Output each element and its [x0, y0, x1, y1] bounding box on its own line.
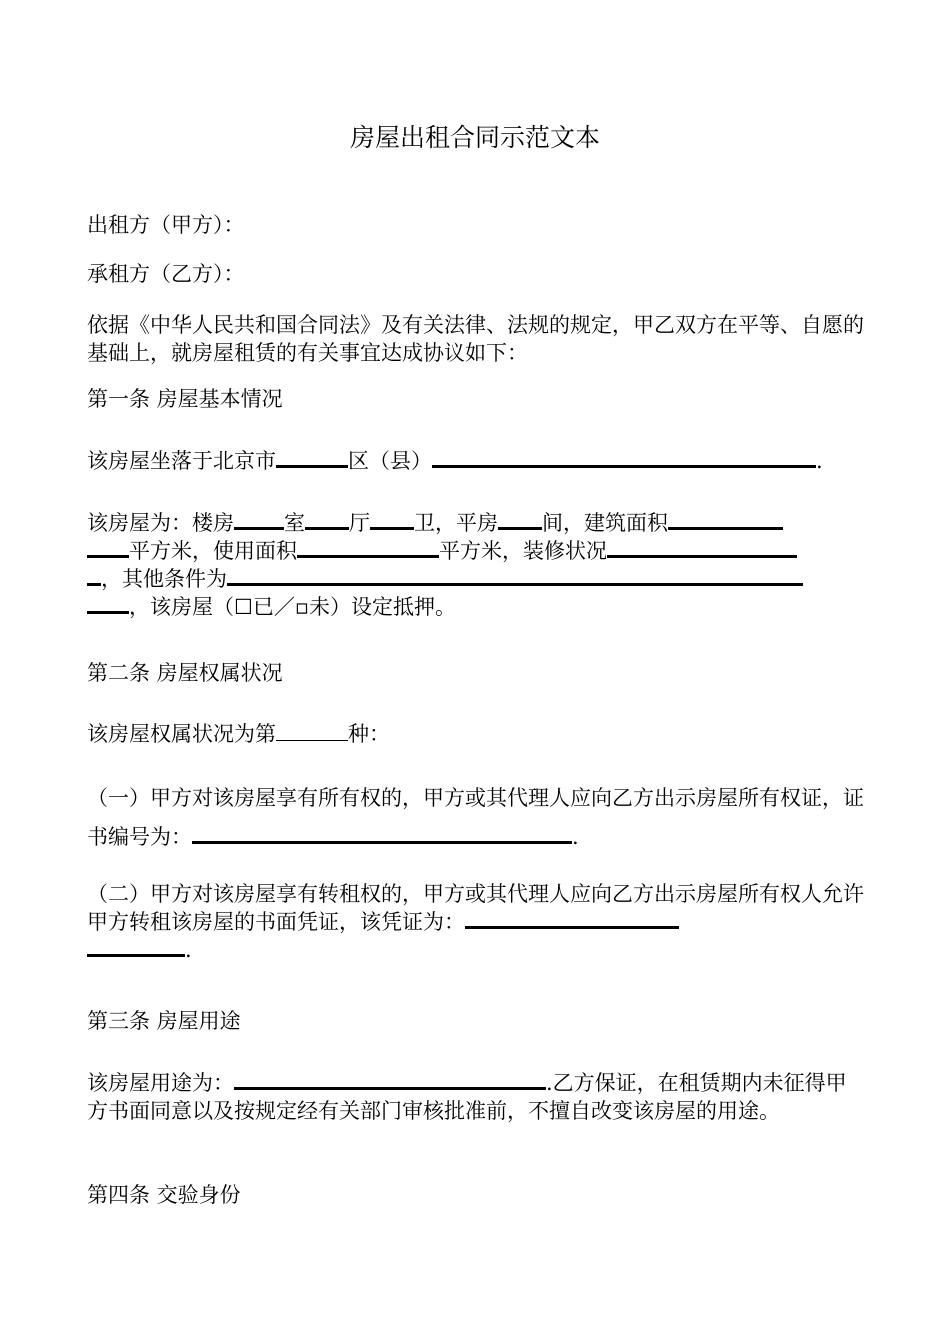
usage-blank[interactable]: [234, 1069, 546, 1090]
usage-paragraph: [87, 1069, 865, 1125]
details-text-g: 平方米，装修状况: [439, 539, 607, 563]
certificate-number-blank[interactable]: [192, 823, 572, 844]
decoration-blank-2[interactable]: [87, 565, 101, 586]
details-text-e: 间，建筑面积: [542, 511, 668, 535]
usable-area-blank[interactable]: [297, 537, 439, 558]
house-details-paragraph: [87, 509, 865, 633]
bungalow-rooms-blank[interactable]: [498, 509, 542, 530]
details-text-a: 该房屋为：楼房: [87, 511, 234, 535]
party-b-label: 承租方（乙方）：: [87, 262, 245, 286]
article-1-heading: 第一条 房屋基本情况: [87, 387, 283, 411]
ownership-text-a: 该房屋权属状况为第: [87, 722, 276, 746]
building-area-blank-2[interactable]: [87, 537, 129, 558]
details-text-b: 室: [284, 511, 305, 535]
sublease-proof-blank-2[interactable]: [87, 936, 185, 957]
article-2-heading: 第二条 房屋权属状况: [87, 661, 283, 685]
decoration-blank-1[interactable]: [607, 537, 797, 558]
district-blank[interactable]: [276, 447, 348, 468]
other-conditions-blank-1[interactable]: [227, 565, 803, 586]
page-title: 房屋出租合同示范文本: [349, 123, 600, 152]
option-2-end: .: [185, 938, 192, 962]
sublease-proof-blank-1[interactable]: [465, 908, 679, 929]
location-end: .: [816, 449, 823, 473]
option-1-end: .: [572, 825, 579, 849]
location-text-a: 该房屋坐落于北京市: [87, 449, 276, 473]
usage-text-a: 该房屋用途为：: [87, 1071, 234, 1095]
option-2-text: （二）甲方对该房屋享有转租权的，甲方或其代理人应向乙方出示房屋所有权人允许甲方转租该房屋的书面凭证，该凭证为：: [87, 882, 864, 934]
article-4-heading: 第四条 交验身份: [87, 1183, 241, 1207]
ownership-type-line: [87, 720, 867, 748]
location-text-b: 区（县）: [348, 449, 432, 473]
details-text-c: 厅: [349, 511, 370, 535]
ownership-option-1: [87, 779, 865, 857]
ownership-type-blank[interactable]: [276, 722, 348, 741]
details-text-i: ，该房屋（☐已／▫未）设定抵押。: [129, 595, 457, 619]
option-1-text: （一）甲方对该房屋享有所有权的，甲方或其代理人应向乙方出示房屋所有权证，证书编号为：: [87, 786, 864, 849]
building-area-blank-1[interactable]: [668, 509, 783, 530]
details-text-f: 平方米，使用面积: [129, 539, 297, 563]
article-3-heading: 第三条 房屋用途: [87, 1009, 241, 1033]
location-line: [87, 447, 867, 475]
baths-blank[interactable]: [370, 509, 414, 530]
preamble-paragraph: 依据《中华人民共和国合同法》及有关法律、法规的规定，甲乙双方在平等、自愿的基础上，就房屋租赁的有关事宜达成协议如下：: [87, 313, 864, 365]
rooms-blank[interactable]: [234, 509, 284, 530]
details-text-h: ，其他条件为: [101, 567, 227, 591]
halls-blank[interactable]: [305, 509, 349, 530]
address-blank[interactable]: [432, 447, 816, 468]
ownership-text-b: 种：: [348, 722, 390, 746]
party-a-label: 出租方（甲方）：: [87, 213, 245, 237]
usage-text-b: .乙方保证，在租赁期内未征得甲方书面同意以及按规定经有关部门审核批准前，不擅自改变该房屋的用途。: [87, 1071, 847, 1123]
ownership-option-2: [87, 880, 865, 977]
other-conditions-blank-2[interactable]: [87, 593, 129, 614]
details-text-d: 卫，平房: [414, 511, 498, 535]
